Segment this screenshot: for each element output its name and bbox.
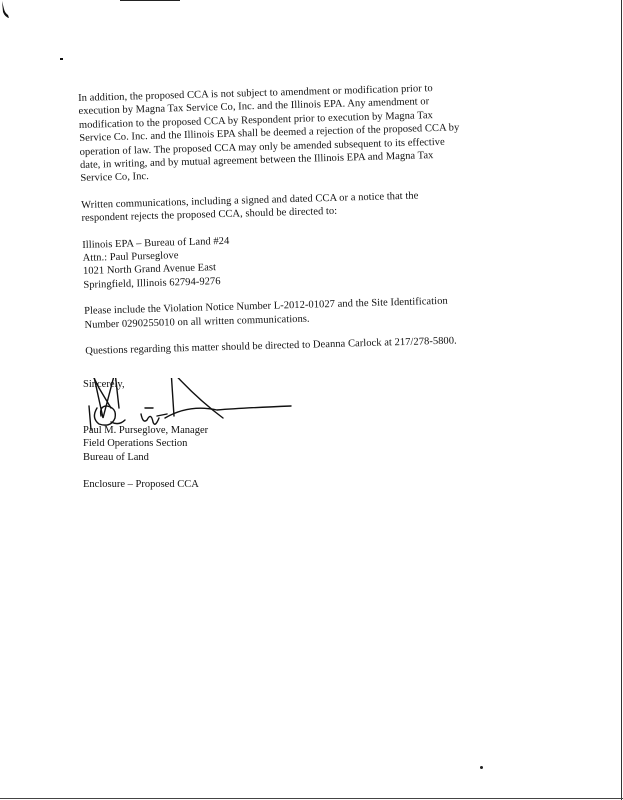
address-line: Attn.: Paul Purseglove	[82, 250, 179, 264]
signer-section: Field Operations Section	[83, 438, 188, 450]
letter-body	[78, 80, 506, 371]
scan-edge-bottom	[0, 798, 623, 799]
scan-edge-right	[621, 0, 622, 800]
enclosure-note: Enclosure – Proposed CCA	[83, 479, 199, 490]
mailing-address	[82, 227, 503, 292]
scan-speck	[60, 58, 63, 60]
notice-paragraph: Please include the Violation Notice Number L-2012-01027 and the Site Identification Number 0290255010 on all written communications.	[83, 296, 448, 331]
signer-bureau: Bureau of Land	[83, 451, 149, 463]
signer-details	[83, 424, 208, 464]
closing-salutation: Sincerely,	[83, 379, 125, 390]
address-line: Illinois EPA – Bureau of Land #24	[82, 235, 230, 251]
amendment-paragraph: In addition, the proposed CCA is not subject to amendment or modification prior to execution by Magna Tax Service Co, Inc. and the Illinois EPA. Any amendment or modification to the proposed CCA by Respondent prior to execution by Magna Tax Service Co. Inc. and the Illinois EPA shall be deemed a rejection of the proposed CCA by operation of law. The proposed CCA may only be amended subsequent to its effective date, in writing, and by mutual agreement between the Illinois EPA and Magna Tax Service Co, Inc.	[78, 83, 460, 185]
communications-paragraph: Written communications, including a signed and dated CCA or a notice that the respondent rejects the proposed CCA, should be directed to:	[81, 190, 419, 225]
signer-name: Paul M. Purseglove, Manager	[83, 425, 209, 436]
scan-edge-top	[120, 0, 180, 1]
questions-paragraph: Questions regarding this matter should be directed to Deanna Carlock at 217/278-5800.	[85, 335, 457, 357]
address-line: 1021 North Grand Avenue East	[82, 262, 217, 278]
scan-hook-mark	[0, 0, 10, 20]
scan-speck	[480, 766, 483, 769]
address-line: Springfield, Illinois 62794-9276	[83, 275, 221, 291]
